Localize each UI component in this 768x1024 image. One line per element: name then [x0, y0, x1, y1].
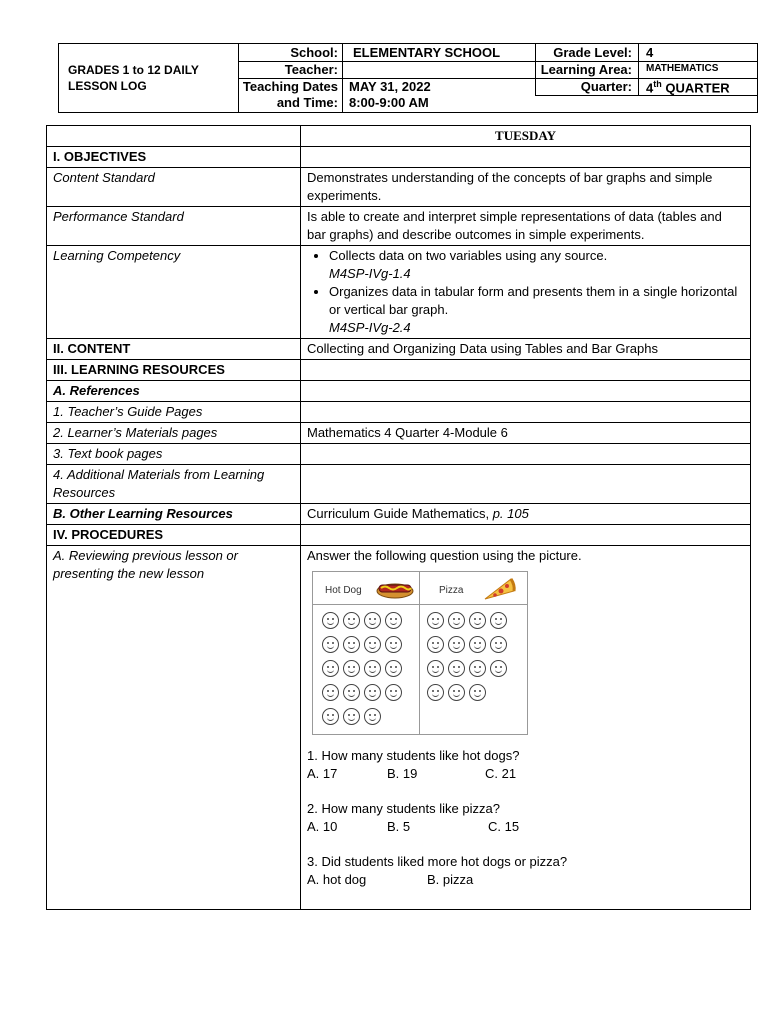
table-row [47, 444, 751, 465]
dates-label-line-2: and Time: [276, 95, 338, 110]
table-row [47, 423, 751, 444]
objectives-heading: I. OBJECTIVES [47, 147, 301, 168]
smiley-face-icon [490, 612, 507, 629]
content-heading: II. CONTENT [47, 339, 301, 360]
school-label: School: [290, 45, 338, 60]
school-value: ELEMENTARY SCHOOL [353, 45, 501, 60]
smiley-face-icon [322, 612, 339, 629]
q2-choice-a: A. 10 [307, 819, 338, 834]
q1-choice-b: B. 19 [387, 766, 418, 781]
table-row [47, 402, 751, 423]
learners-materials-value: Mathematics 4 Quarter 4-Module 6 [301, 423, 751, 444]
smiley-face-icon [469, 660, 486, 677]
content-value: Collecting and Organizing Data using Tables and Bar Graphs [301, 339, 751, 360]
list-item [329, 247, 744, 283]
table-row [47, 465, 751, 504]
smiley-face-icon [343, 660, 360, 677]
content-standard-label: Content Standard [47, 168, 301, 207]
question-1: 1. How many students like hot dogs? [307, 748, 520, 763]
performance-standard-value: Is able to create and interpret simple representations of data (tables and bar graphs) and describe outcomes in simple experiments. [301, 207, 751, 246]
smiley-face-icon [343, 708, 360, 725]
smiley-face-icon [385, 612, 402, 629]
empty-cell [301, 147, 751, 168]
empty-cell [47, 126, 301, 147]
dates-label-line-1: Teaching Dates [242, 79, 338, 94]
table-row [47, 546, 751, 910]
q1-choice-c: C. 21 [485, 766, 517, 781]
competency-text: Organizes data in tabular form and presents them in a single horizontal or vertical bar graph. [329, 284, 738, 317]
smiley-face-icon [490, 636, 507, 653]
quarter-label: Quarter: [580, 79, 632, 94]
smiley-face-icon [427, 660, 444, 677]
performance-standard-label: Performance Standard [47, 207, 301, 246]
competency-list [307, 247, 744, 337]
smiley-face-icon [385, 636, 402, 653]
smiley-face-icon [427, 684, 444, 701]
competency-text: Collects data on two variables using any source. [329, 248, 608, 263]
other-resources-page: p. 105 [492, 506, 529, 521]
smiley-face-icon [343, 684, 360, 701]
smiley-face-icon [364, 636, 381, 653]
hotdog-icon [375, 576, 415, 600]
smiley-face-icon [427, 636, 444, 653]
day-header: TUESDAY [301, 126, 751, 147]
smiley-face-icon [448, 612, 465, 629]
table-row [47, 168, 751, 207]
smiley-face-icon [448, 684, 465, 701]
table-row [47, 504, 751, 525]
survey-picture [312, 571, 528, 735]
additional-materials-label: 4. Additional Materials from Learning Resources [47, 465, 301, 504]
smiley-face-icon [364, 660, 381, 677]
smiley-face-icon [469, 636, 486, 653]
reviewing-label: A. Reviewing previous lesson or presenting the new lesson [47, 546, 301, 910]
learning-area-label: Learning Area: [540, 62, 632, 77]
smiley-face-icon [364, 708, 381, 725]
smiley-face-icon [490, 660, 507, 677]
other-resources-text: Curriculum Guide Mathematics, [307, 506, 490, 521]
q2-choice-c: C. 15 [488, 819, 520, 834]
question-2: 2. How many students like pizza? [307, 801, 500, 816]
lesson-log-title [68, 62, 199, 94]
textbook-label: 3. Text book pages [47, 444, 301, 465]
hotdog-column-label: Hot Dog [325, 585, 362, 596]
table-row [47, 147, 751, 168]
table-row [47, 360, 751, 381]
q3-choice-b: B. pizza [427, 872, 474, 887]
activity-instruction: Answer the following question using the picture. [307, 548, 582, 563]
quarter-text: QUARTER [665, 80, 730, 96]
table-row [47, 339, 751, 360]
lesson-log-header [58, 43, 758, 113]
competency-code: M4SP-IVg-2.4 [329, 320, 411, 335]
table-row [47, 207, 751, 246]
title-line-1: GRADES 1 to 12 DAILY [68, 63, 199, 77]
empty-cell [301, 465, 751, 504]
learning-competency-label: Learning Competency [47, 246, 301, 339]
other-resources-label: B. Other Learning Resources [47, 504, 301, 525]
q1-choice-a: A. 17 [307, 766, 338, 781]
smiley-face-icon [385, 660, 402, 677]
other-resources-value [301, 504, 751, 525]
smiley-face-icon [343, 636, 360, 653]
question-3-choices [307, 871, 744, 889]
smiley-face-icon [427, 612, 444, 629]
pizza-column-label: Pizza [439, 585, 464, 596]
procedures-heading: IV. PROCEDURES [47, 525, 301, 546]
smiley-face-icon [322, 708, 339, 725]
quarter-value [646, 79, 730, 95]
question-3: 3. Did students liked more hot dogs or pizza? [307, 854, 568, 869]
empty-cell [301, 381, 751, 402]
smiley-face-icon [469, 612, 486, 629]
smiley-face-icon [364, 684, 381, 701]
grade-level-value: 4 [646, 45, 654, 60]
activity-cell [301, 546, 751, 910]
empty-cell [301, 525, 751, 546]
content-standard-value: Demonstrates understanding of the concepts of bar graphs and simple experiments. [301, 168, 751, 207]
references-label: A. References [47, 381, 301, 402]
smiley-face-icon [322, 636, 339, 653]
grade-level-label: Grade Level: [553, 45, 632, 60]
smiley-face-icon [385, 684, 402, 701]
dates-value [349, 79, 431, 111]
pizza-slice-icon [481, 575, 517, 601]
quarter-suffix: th [653, 79, 662, 89]
time-value: 8:00-9:00 AM [349, 95, 429, 110]
list-item [329, 283, 744, 337]
learning-competency-value [301, 246, 751, 339]
dates-label [240, 79, 338, 111]
empty-cell [301, 444, 751, 465]
table-row [47, 381, 751, 402]
smiley-face-icon [343, 612, 360, 629]
teacher-label: Teacher: [284, 62, 338, 77]
learning-resources-heading: III. LEARNING RESOURCES [47, 360, 301, 381]
smiley-face-icon [448, 660, 465, 677]
smiley-face-icon [364, 612, 381, 629]
title-line-2: LESSON LOG [68, 79, 147, 93]
question-2-choices [307, 818, 744, 836]
date-value: MAY 31, 2022 [349, 79, 431, 94]
quarter-number: 4 [646, 80, 654, 96]
table-row [47, 126, 751, 147]
learning-area-value: MATHEMATICS [646, 63, 719, 74]
smiley-face-icon [322, 660, 339, 677]
empty-cell [301, 360, 751, 381]
question-1-choices [307, 765, 744, 783]
teachers-guide-label: 1. Teacher’s Guide Pages [47, 402, 301, 423]
q3-choice-a: A. hot dog [307, 872, 367, 887]
table-row [47, 246, 751, 339]
empty-cell [301, 402, 751, 423]
smiley-face-icon [322, 684, 339, 701]
lesson-table [46, 125, 751, 910]
q2-choice-b: B. 5 [387, 819, 411, 834]
smiley-face-icon [469, 684, 486, 701]
smiley-face-icon [448, 636, 465, 653]
competency-code: M4SP-IVg-1.4 [329, 266, 411, 281]
table-row [47, 525, 751, 546]
learners-materials-label: 2. Learner’s Materials pages [47, 423, 301, 444]
